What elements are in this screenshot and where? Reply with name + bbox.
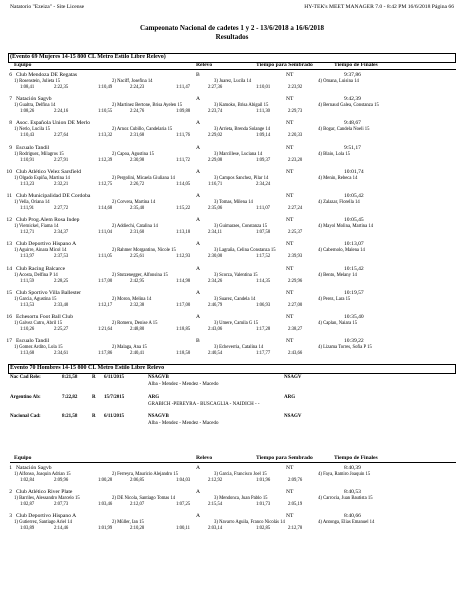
- split-time: 1:17,28: [256, 327, 271, 332]
- split-time: 2:33,40: [54, 302, 69, 308]
- split-time: 1:17,52: [256, 254, 271, 260]
- team-name: Club Prog.Alem Rosa Indep: [16, 217, 80, 224]
- swimmer-name: 4) Bogar, Candela Noeli 15: [318, 127, 370, 133]
- relay-letter: A: [196, 144, 201, 151]
- relay-letter: A: [196, 96, 201, 103]
- meet-manager-stamp: HY-TEK's MEET MANAGER 7.0 - 8:42 PM 16/6/2018 Página 66: [304, 4, 454, 10]
- swimmer-name: 2) Martinez Bertone, Brisa Ayelen 15: [112, 103, 183, 109]
- team-name: Club Atlético River Plate: [16, 489, 73, 496]
- split-time: 1:08,41: [20, 85, 35, 90]
- team-place: 6: [9, 72, 12, 78]
- swimmer-name: 1) Nerlo, Lucila 15: [14, 127, 50, 133]
- col-equipo: Equipo: [14, 62, 32, 68]
- split-time: 2:07,73: [54, 502, 69, 508]
- split-time: 2:27,72: [54, 206, 69, 211]
- split-time: 2:25,37: [288, 230, 303, 236]
- split-time: 2:48,80: [130, 327, 145, 332]
- seed-time: NT: [286, 465, 294, 471]
- final-time: 8:40,66: [344, 513, 361, 520]
- split-time: 1:17,00: [176, 302, 191, 308]
- split-time: 2:34,61: [54, 351, 69, 357]
- split-time: 1:10,26: [20, 327, 35, 332]
- swimmer-name: 3) Campos Sanchez, Pilar 14: [214, 175, 269, 181]
- team-name: Club Deportivo Hispano A: [16, 241, 77, 248]
- swimmer-name: 4) Menin, Rebeca 14: [318, 175, 358, 181]
- relay-letter: A: [196, 289, 201, 296]
- split-time: 1:21,64: [98, 327, 113, 332]
- swimmer-name: 2) Moron, Melina 14: [112, 296, 152, 302]
- seed-time: NT: [286, 72, 294, 78]
- swimmer-name: 4) Bento, Melany 14: [318, 272, 357, 278]
- split-time: 1:10,43: [20, 133, 35, 139]
- team-place: 12: [6, 217, 12, 224]
- final-time: 9:42,39: [344, 96, 361, 103]
- swimmer-name: 1) Galvez Cutro, Abril 15: [14, 321, 63, 326]
- final-time: 10:05,45: [344, 217, 364, 224]
- team-place: 10: [6, 168, 12, 175]
- split-time: 2:28,25: [54, 278, 69, 284]
- seed-time: NT: [286, 314, 294, 320]
- col-relevo: Relevo: [196, 62, 213, 68]
- split-time: 2:09,96: [54, 478, 69, 483]
- split-time: 1:13,53: [20, 302, 35, 308]
- split-time: 2:03,14: [208, 526, 223, 532]
- final-time: 10:35,40: [344, 314, 364, 320]
- split-time: 2:12,78: [288, 526, 303, 532]
- split-time: 1:12,17: [98, 302, 113, 308]
- split-time: 1:10,49: [98, 85, 113, 90]
- col-tiempo-finales: Tiempo de Finales: [334, 455, 378, 461]
- swimmer-name: 1) Gomez Ardito, Lola 15: [14, 345, 63, 351]
- swimmer-name: 2) Rahmer Morgantino, Nicole 15: [112, 248, 176, 254]
- record-team: NSAGVB: [148, 375, 169, 380]
- split-time: 2:10,28: [130, 526, 145, 532]
- swimmer-name: 1) Gutierrez, Santiago Ariel 14: [14, 520, 72, 526]
- swimmer-name: 1) Viernickel, Fiama 14: [14, 224, 59, 230]
- team-place: 13: [6, 241, 12, 248]
- seed-time: NT: [286, 241, 294, 248]
- split-time: 1:13,68: [20, 351, 35, 357]
- swimmer-name: 1) Alfonso, Joaquin Adrian 15: [14, 472, 71, 477]
- split-time: 2:43,06: [208, 327, 223, 332]
- team-place: 3: [9, 513, 12, 520]
- split-time: 2:20,33: [288, 133, 303, 139]
- swimmer-name: 4) Carrocia, Juan Bautista 15: [318, 496, 373, 502]
- report-title: [0, 24, 464, 42]
- team-name: Natación Sagvb: [16, 96, 52, 103]
- seed-time: NT: [286, 144, 294, 151]
- split-time: 1:07,25: [176, 502, 191, 508]
- split-time: 1:09,14: [256, 133, 271, 139]
- team-name: Club Sportivo Villa Ballester: [16, 289, 81, 296]
- record-code: R: [92, 375, 96, 380]
- split-time: 2:22,35: [54, 85, 69, 90]
- split-time: 2:37,53: [54, 254, 69, 260]
- record-code: R: [92, 395, 96, 400]
- swimmer-name: 1) Barriles, Alessandro Marcelo 15: [14, 496, 80, 502]
- split-time: 1:17,77: [256, 351, 271, 357]
- team-name: Echesortu Foot Ball Club: [16, 314, 74, 320]
- swimmer-name: 4) Perez, Lara 15: [318, 296, 351, 302]
- split-time: 2:34,37: [54, 230, 69, 236]
- split-time: 1:03,89: [20, 526, 35, 532]
- team-name: Club Atlético Velez Sarsfield: [16, 168, 81, 175]
- relay-letter: A: [196, 193, 201, 199]
- final-time: 10:01,74: [344, 168, 364, 175]
- split-time: 1:13,18: [176, 230, 191, 236]
- swimmer-name: 1) Rosenstein, Julieta 15: [14, 79, 61, 84]
- swimmer-name: 3) Kamoko, Brisa Abigail 15: [214, 103, 269, 109]
- swimmer-name: 3) Lagraña, Celina Constanza 15: [214, 248, 276, 254]
- split-time: 1:10,55: [98, 109, 113, 115]
- team-name: Club Deportivo Hispano A: [16, 513, 77, 520]
- team-place: 11: [6, 193, 12, 199]
- relay-letter: B: [196, 338, 200, 345]
- swimmer-name: 2) Pergolini, Micaela Giuliana 14: [112, 175, 175, 181]
- relay-letter: A: [196, 314, 201, 320]
- split-time: 1:02,85: [256, 526, 271, 532]
- team-place: 15: [6, 289, 12, 296]
- swimmer-name: 1) Garcia, Agustina 15: [14, 296, 57, 302]
- relay-letter: A: [196, 465, 201, 471]
- record-time: 8:21,58: [62, 375, 78, 380]
- split-time: 1:02,87: [20, 502, 35, 508]
- swimmer-name: 3) Garcia, Francisco Joel 15: [214, 472, 267, 477]
- split-time: 1:13,97: [20, 254, 35, 260]
- split-time: 2:34,26: [208, 278, 223, 284]
- record-label: Argentino Ab:: [10, 395, 41, 400]
- split-time: 1:12,39: [98, 157, 113, 163]
- col-tiempo-sembrado: Tiempo para Sembrado: [256, 455, 313, 461]
- split-time: 1:00,11: [176, 526, 191, 532]
- split-time: 2:31,68: [130, 133, 145, 139]
- relay-letter: A: [196, 265, 201, 272]
- split-time: 2:24,16: [54, 109, 69, 115]
- final-time: 10:05,42: [344, 193, 364, 199]
- record-date: 6/11/2015: [104, 414, 125, 419]
- team-name: Club Mendoza DE Regatas: [16, 72, 78, 78]
- split-time: 1:17,00: [98, 278, 113, 284]
- split-time: 1:00,28: [98, 478, 113, 483]
- split-time: 1:12,75: [98, 181, 113, 187]
- split-time: 2:40,54: [208, 351, 223, 357]
- team-place: 7: [9, 96, 12, 103]
- split-time: 1:18,50: [176, 351, 191, 357]
- split-time: 2:27,24: [288, 206, 303, 211]
- swimmer-name: 3) Marcillese, Luciana 14: [214, 151, 263, 157]
- split-time: 2:29,08: [208, 157, 223, 163]
- split-time: 1:15,22: [176, 206, 191, 211]
- site-license: Natatorio "Ezeiza" - Site License: [10, 4, 85, 10]
- swimmer-name: 1) Rodriguez, Milagros 15: [14, 151, 64, 157]
- swimmer-name: 3) Tomas, Milena 14: [214, 200, 253, 205]
- seed-time: NT: [286, 338, 294, 345]
- swimmer-name: 2) Ferreyra, Mauricio Alejandro 15: [112, 472, 178, 477]
- split-time: 1:17,86: [98, 351, 113, 357]
- split-time: 1:09,37: [256, 157, 271, 163]
- relay-letter: A: [196, 489, 201, 496]
- split-time: 2:29,02: [208, 133, 223, 139]
- team-name: Natación Sagvb: [16, 465, 52, 471]
- split-time: 1:11,76: [176, 133, 191, 139]
- seed-time: NT: [286, 217, 294, 224]
- team-place: 8: [9, 120, 12, 127]
- swimmer-name: 2) Stutzenegger, Alfonsina 15: [112, 272, 168, 278]
- meet-name: Campeonato Nacional de cadetes 1 y 2 - 13/6/2018 a 16/6/2018: [140, 24, 324, 32]
- team-place: 17: [6, 338, 12, 345]
- record-team-code: NSAGV: [284, 375, 302, 380]
- split-time: 1:11,91: [20, 206, 35, 211]
- team-place: 1: [9, 465, 12, 471]
- record-time: 8:21,58: [62, 414, 78, 419]
- swimmer-name: 1) Gualtra, Delfina 14: [14, 103, 56, 109]
- seed-time: NT: [286, 489, 294, 496]
- swimmer-name: 2) Capoa, Agustina 15: [112, 151, 154, 157]
- team-place: 2: [9, 489, 12, 496]
- split-time: 2:43,66: [288, 351, 303, 357]
- record-team: NSAGVB: [148, 414, 169, 419]
- split-time: 1:11,30: [256, 109, 271, 115]
- swimmer-name: 4) Antonga, Elias Emanuel 14: [318, 520, 375, 526]
- swimmer-name: 4) Lizama Torres, Sofia P 15: [318, 345, 372, 351]
- event-69-title: (Evento 69 Mujeres 14-15 800 CL Metro Estilo Libre Relevo): [10, 54, 166, 60]
- final-time: 10:15,42: [344, 265, 364, 272]
- col-tiempo-finales: Tiempo de Finales: [334, 62, 378, 68]
- split-time: 1:10,01: [256, 85, 271, 90]
- split-time: 2:35,06: [208, 206, 223, 211]
- split-time: 2:40,41: [130, 351, 145, 357]
- swimmer-name: 1) Acosta, Delfina P 14: [14, 272, 58, 278]
- swimmer-name: 2) DE Nicola, Santiago Tomas 14: [112, 496, 176, 502]
- split-time: 2:35,40: [130, 206, 145, 211]
- split-time: 1:11,07: [256, 206, 271, 211]
- split-time: 2:27,36: [208, 85, 223, 90]
- split-time: 1:11,04: [98, 230, 113, 236]
- swimmer-name: 2) Addiechi, Catalina 14: [112, 224, 158, 230]
- split-time: 2:24,23: [130, 85, 145, 90]
- record-label: Nacional Cad:: [10, 414, 41, 419]
- split-time: 2:14,46: [54, 526, 69, 532]
- team-name: Club Racing Balcarce: [16, 265, 66, 272]
- split-time: 2:05,19: [288, 502, 303, 508]
- split-time: 1:14,68: [98, 206, 113, 211]
- swimmer-name: 3) Suarez, Candela 14: [214, 296, 256, 302]
- final-time: 9:48,67: [344, 120, 361, 127]
- split-time: 2:12,92: [208, 478, 223, 483]
- final-time: 10:13,07: [344, 241, 364, 248]
- swimmer-name: 2) Naciff, Josefina 14: [112, 79, 153, 84]
- split-time: 1:03,46: [98, 502, 113, 508]
- swimmer-name: 3) Mendonca, Juan Pablo 15: [214, 496, 268, 502]
- record-date: 15/7/2015: [104, 395, 125, 400]
- split-time: 2:29,73: [288, 109, 303, 115]
- split-time: 1:14,35: [256, 278, 271, 284]
- seed-time: NT: [286, 168, 294, 175]
- split-time: 1:12,93: [176, 254, 191, 260]
- col-equipo: Equipo: [14, 455, 32, 461]
- record-date: 6/11/2015: [104, 375, 125, 380]
- split-time: 2:26,72: [130, 181, 145, 187]
- split-time: 2:27,91: [54, 157, 69, 163]
- split-time: 2:23,92: [288, 85, 303, 90]
- split-time: 1:11,72: [176, 157, 191, 163]
- split-time: 1:13,23: [20, 181, 35, 187]
- split-time: 1:11,47: [176, 85, 191, 90]
- split-time: 1:13,32: [98, 133, 113, 139]
- swimmer-name: 4) Cabernolo, Malena 14: [318, 248, 365, 254]
- swimmer-name: 2) Arnoz Cubillo, Candelaria 15: [112, 127, 173, 133]
- final-time: 9:37,86: [344, 72, 361, 78]
- team-name: Escualo Tandil: [16, 338, 50, 345]
- record-label: Nac Cad Rele:: [10, 375, 41, 380]
- record-team-code: NSAGV: [284, 414, 302, 419]
- final-time: 9:51,17: [344, 144, 361, 151]
- seed-time: NT: [286, 96, 294, 103]
- final-time: 8:40,53: [344, 489, 361, 496]
- split-time: 2:46,79: [208, 302, 223, 308]
- split-time: 1:11,59: [20, 278, 35, 284]
- final-time: 10:39,22: [344, 338, 364, 345]
- relay-letter: A: [196, 217, 201, 224]
- split-time: 1:04,03: [176, 478, 191, 483]
- swimmer-name: 4) Caplan, Naiara 15: [318, 321, 358, 326]
- swimmer-name: 2) Müller, Ian 15: [112, 520, 144, 526]
- split-time: 2:32,21: [54, 181, 69, 187]
- split-time: 1:09,88: [176, 109, 191, 115]
- split-time: 2:38,27: [288, 327, 303, 332]
- team-place: 9: [9, 144, 12, 151]
- relay-letter: A: [196, 168, 201, 175]
- swimmer-name: 4) Mayol Molina, Martina 14: [318, 224, 374, 230]
- split-time: 2:27,00: [288, 302, 303, 308]
- split-time: 1:01,99: [98, 526, 113, 532]
- split-time: 2:30,98: [130, 157, 145, 163]
- split-time: 2:39,93: [288, 254, 303, 260]
- col-tiempo-sembrado: Tiempo para Sembrado: [256, 62, 313, 68]
- swimmer-name: 2) Romero, Denise A 15: [112, 321, 158, 326]
- record-swimmers: GRABICH -PEREYRA - BUSCAGLIA - NAIDICH - -: [148, 402, 260, 407]
- split-time: 2:09,76: [288, 478, 303, 483]
- split-time: 2:06,85: [130, 478, 145, 483]
- split-time: 1:11,05: [98, 254, 113, 260]
- swimmer-name: 4) Zalazar, Florella 14: [318, 200, 360, 205]
- relay-letter: A: [196, 241, 201, 248]
- split-time: 2:24,76: [130, 109, 145, 115]
- split-time: 2:42,95: [130, 278, 145, 284]
- record-code: R: [92, 414, 96, 419]
- split-time: 1:02,84: [20, 478, 35, 483]
- split-time: 2:25,61: [130, 254, 145, 260]
- record-time: 7:22,82: [62, 395, 78, 400]
- relay-letter: A: [196, 513, 201, 520]
- seed-time: NT: [286, 513, 294, 520]
- record-swimmers: Alba - Mendez - Mendez - Macedo: [148, 421, 219, 426]
- event-70-title: Evento 70 Hombres 14-15 800 CL Metro Estilo Libre Relevo: [10, 365, 165, 371]
- swimmer-name: 4) Bernaud Galea, Constanza 15: [318, 103, 379, 109]
- split-time: 1:10,91: [20, 157, 35, 163]
- split-time: 1:14,98: [176, 278, 191, 284]
- split-time: 2:23,74: [208, 109, 223, 115]
- swimmer-name: 2) Corvera, Martina 14: [112, 200, 156, 205]
- record-swimmers: Alba - Mendez - Mendez - Macedo: [148, 382, 219, 387]
- swimmer-name: 4) Omana, Luisina 14: [318, 79, 359, 84]
- final-time: 10:19,57: [344, 289, 364, 296]
- split-time: 2:32,38: [130, 302, 145, 308]
- split-time: 1:18,85: [176, 327, 191, 332]
- swimmer-name: 3) Echeverria, Catalina 14: [214, 345, 264, 351]
- split-time: 1:08,26: [20, 109, 35, 115]
- split-time: 2:31,60: [130, 230, 145, 236]
- split-time: 1:12,71: [20, 230, 35, 236]
- split-time: 2:34,11: [208, 230, 223, 236]
- split-time: 2:27,64: [54, 133, 69, 139]
- split-time: 1:01,73: [256, 502, 271, 508]
- split-time: 1:16,71: [208, 181, 223, 187]
- split-time: 2:12,07: [130, 502, 145, 508]
- team-name: Asoc. Española Union DE Merlo: [16, 120, 91, 127]
- final-time: 8:40,39: [344, 465, 361, 471]
- header-rule-70: [10, 462, 456, 463]
- swimmer-name: 1) Olgado Espiña, Martina 14: [14, 175, 70, 181]
- relay-letter: A: [196, 120, 201, 127]
- split-time: 2:23,20: [288, 157, 303, 163]
- record-team-code: ARG: [284, 395, 296, 400]
- swimmer-name: 4) Faya, Ramiro Joaquin 15: [318, 472, 371, 477]
- results-heading: Resultados: [215, 33, 249, 41]
- swimmer-name: 2) Malaga, Ana 15: [112, 345, 147, 351]
- split-time: 2:15,54: [208, 502, 223, 508]
- swimmer-name: 3) Juarez, Lucila 14: [214, 79, 252, 84]
- split-time: 1:06,93: [256, 302, 271, 308]
- seed-time: NT: [286, 289, 294, 296]
- team-place: 16: [6, 314, 12, 320]
- swimmer-name: 1) Vella, Oriana 14: [14, 200, 50, 205]
- team-name: Club Municipalidad DE Cordoba: [16, 193, 91, 199]
- record-team: ARG: [148, 395, 160, 400]
- swimmer-name: 1) Aguirre, Ainara Micol 14: [14, 248, 67, 254]
- swimmer-name: 3) Navarro Aguila, Franco Nicolás 14: [214, 520, 285, 526]
- split-time: 2:34,24: [256, 181, 271, 187]
- team-place: 14: [6, 265, 12, 272]
- split-time: 1:01,96: [256, 478, 271, 483]
- split-time: 2:30,00: [208, 254, 223, 260]
- split-time: 2:29,96: [288, 278, 303, 284]
- seed-time: NT: [286, 120, 294, 127]
- swimmer-name: 3) Arrieta, Brenda Solange 14: [214, 127, 271, 133]
- header-rule-69: [10, 69, 456, 70]
- swimmer-name: 3) Guimaraes, Constanza 15: [214, 224, 268, 230]
- col-relevo: Relevo: [196, 455, 213, 461]
- split-time: 2:25,27: [54, 327, 69, 332]
- team-name: Escualo Tandil: [16, 144, 50, 151]
- seed-time: NT: [286, 193, 294, 199]
- swimmer-name: 3) Scorza, Valentina 15: [214, 272, 258, 278]
- split-time: 1:14,05: [176, 181, 191, 187]
- swimmer-name: 4) Blaio, Lola 15: [318, 151, 351, 157]
- relay-letter: B: [196, 72, 200, 78]
- swimmer-name: 3) Umere, Camila G 15: [214, 321, 259, 326]
- seed-time: NT: [286, 265, 294, 272]
- split-time: 1:07,58: [256, 230, 271, 236]
